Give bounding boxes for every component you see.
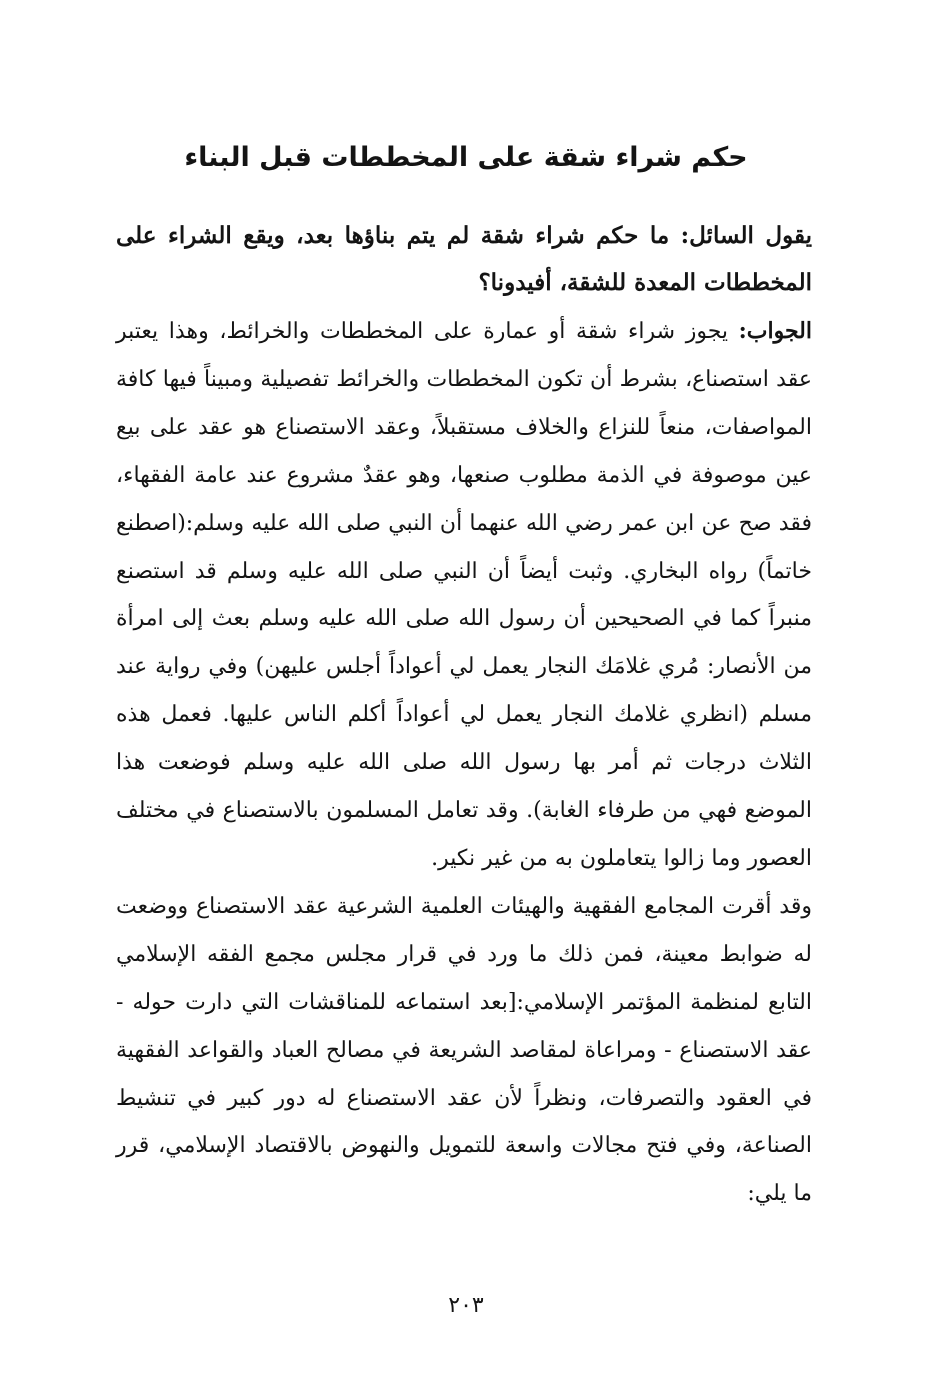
page-title: حكم شراء شقة على المخططات قبل البناء bbox=[184, 142, 748, 173]
answer-lead: الجواب: bbox=[738, 318, 812, 344]
page-number: ٢٠٣ bbox=[448, 1293, 484, 1318]
answer-text-part-1: يجوز شراء شقة أو عمارة على المخططات والخرائط، وهذا يعتبر عقد استصناع، بشرط أن تكون المخططات والخرائط تفصيلية ومبيناً فيها كافة المواصفات، منعاً للنزاع والخلاف مستقبلاً، وعقد الاستصناع هو عقد على بيع عين موصوفة في الذمة مطلوب صنعها، وهو عقدٌ مشروع عند عامة الفقهاء، فقد صح عن ابن عمر رضي الله عنهما أن النبي صلى الله عليه وسلم:(اصطنع خاتماً) رواه البخاري. وثبت أيضاً أن النبي صلى الله عليه وسلم قد استصنع منبراً كما في الصحيحين أن رسول الله صلى الله عليه وسلم بعث إلى امرأة من الأنصار: مُري غلامَك النجار يعمل لي أعواداً أجلس عليهن) وفي رواية عند مسلم (انظري غلامك النجار يعمل لي أعواداً أكلم الناس عليها. فعمل هذه الثلاث درجات ثم أمر بها رسول الله صلى الله عليه وسلم فوضعت هذا الموضع فهي من طرفاء الغابة). وقد تعامل المسلمون بالاستصناع في مختلف العصور وما زالوا يتعاملون به من غير نكير. bbox=[116, 319, 812, 871]
answer-paragraph bbox=[116, 308, 812, 1218]
question-paragraph: يقول السائل: ما حكم شراء شقة لم يتم بناؤها بعد، ويقع الشراء على المخططات المعدة للشقة، أفيدونا؟ bbox=[116, 222, 812, 296]
answer-text-part-2: وقد أقرت المجامع الفقهية والهيئات العلمية الشرعية عقد الاستصناع ووضعت له ضوابط معينة، فمن ذلك ما ورد في قرار مجلس مجمع الفقه الإسلامي التابع لمنظمة المؤتمر الإسلامي:[بعد استماعه للمناقشات التي دارت حوله - عقد الاستصناع - ومراعاة لمقاصد الشريعة في مصالح العباد والقواعد الفقهية في العقود والتصرفات، ونظراً لأن عقد الاستصناع له دور كبير في تنشيط الصناعة، وفي فتح مجالات واسعة للتمويل والنهوض بالاقتصاد الإسلامي، قرر ما يلي: bbox=[116, 893, 812, 1207]
